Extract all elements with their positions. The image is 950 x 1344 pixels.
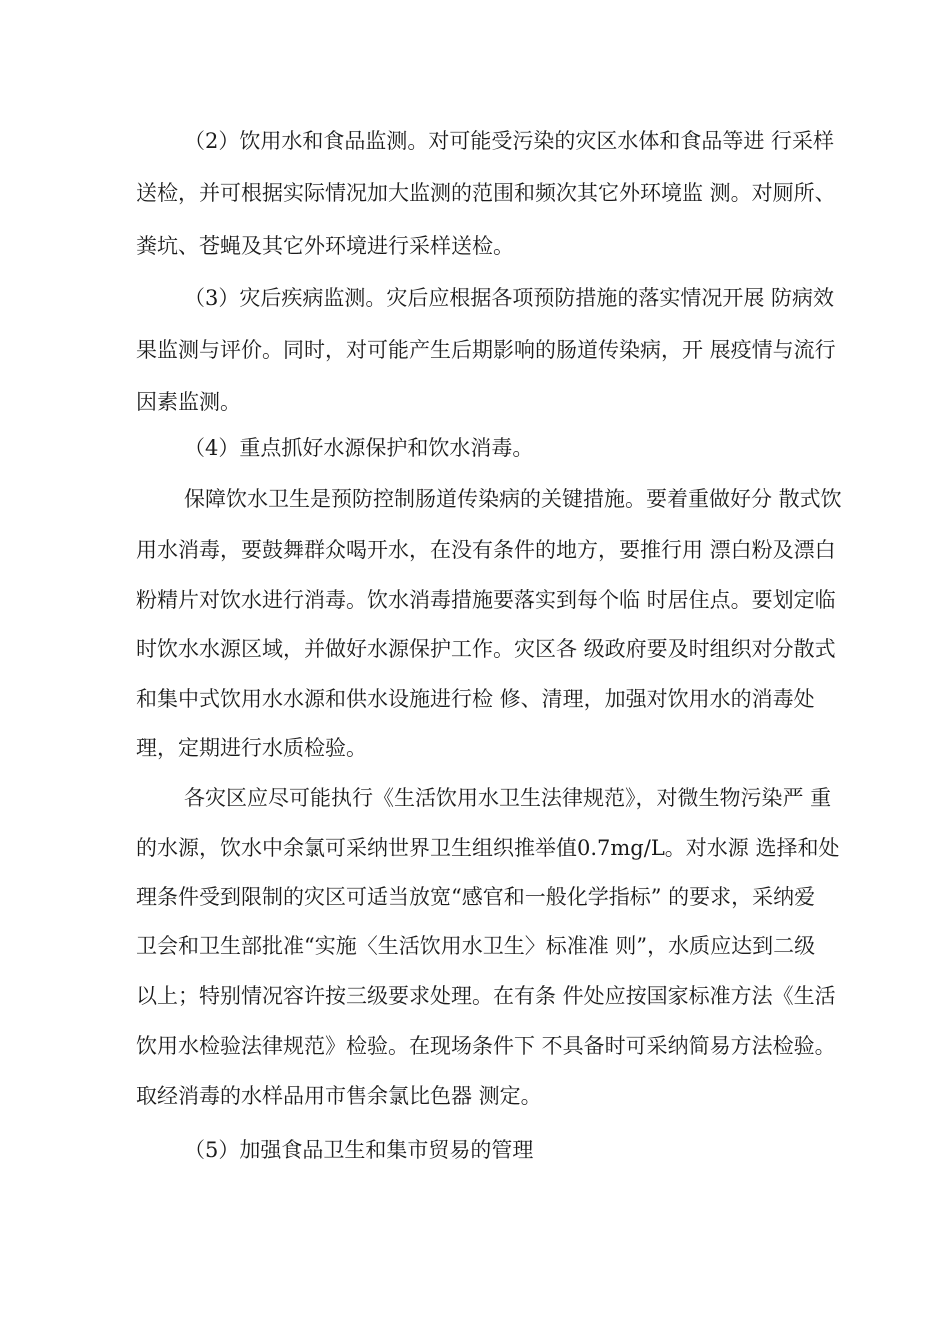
paragraph-5-line-2: 用水消毒，要鼓舞群众喝开水，在没有条件的地方，要推行用 漂白粉及漂白 [136, 538, 836, 562]
paragraph-5-line-4: 时饮水水源区域，并做好水源保护工作。灾区各 级政府要及时组织对分散式 [136, 637, 836, 661]
paragraph-6-line-1: 各灾区应尽可能执行《生活饮用水卫生法律规范》，对微生物污染严 重 [184, 786, 832, 810]
paragraph-6-line-2: 的水源，饮水中余氯可采纳世界卫生组织推举值0.7mg/L。对水源 选择和处 [136, 836, 840, 860]
paragraph-6-line-4: 卫会和卫生部批准“实施〈生活饮用水卫生〉标准准 则”，水质应达到二级 [136, 934, 816, 958]
paragraph-3-line-1: （3）灾后疾病监测。灾后应根据各项预防措施的落实情况开展 防病效 [184, 286, 835, 310]
paragraph-6-line-5: 以上；特别情况容许按三级要求处理。在有条 件处应按国家标准方法《生活 [136, 984, 836, 1008]
paragraph-6-line-7: 取经消毒的水样品用市售余氯比色器 测定。 [136, 1084, 542, 1108]
paragraph-7-line-1: （5）加强食品卫生和集市贸易的管理 [184, 1138, 534, 1162]
paragraph-5-line-5: 和集中式饮用水水源和供水设施进行检 修、清理，加强对饮用水的消毒处 [136, 687, 815, 711]
paragraph-5-line-3: 粉精片对饮水进行消毒。饮水消毒措施要落实到每个临 时居住点。要划定临 [136, 588, 836, 612]
paragraph-2-line-2: 送检，并可根据实际情况加大监测的范围和频次其它外环境监 测。对厕所、 [136, 181, 836, 205]
paragraph-5-line-1: 保障饮水卫生是预防控制肠道传染病的关键措施。要着重做好分 散式饮 [184, 487, 842, 511]
paragraph-2-line-3: 粪坑、苍蝇及其它外环境进行采样送检。 [136, 234, 514, 258]
paragraph-3-line-2: 果监测与评价。同时，对可能产生后期影响的肠道传染病，开 展疫情与流行 [136, 338, 836, 362]
paragraph-5-line-6: 理，定期进行水质检验。 [136, 736, 367, 760]
paragraph-6-line-3: 理条件受到限制的灾区可适当放宽“感官和一般化学指标” 的要求，采纳爱 [136, 885, 816, 909]
paragraph-4-line-1: （4）重点抓好水源保护和饮水消毒。 [184, 436, 534, 460]
paragraph-6-line-6: 饮用水检验法律规范》检验。在现场条件下 不具备时可采纳简易方法检验。 [136, 1034, 836, 1058]
paragraph-3-line-3: 因素监测。 [136, 390, 241, 414]
paragraph-2-line-1: （2）饮用水和食品监测。对可能受污染的灾区水体和食品等进 行采样 [184, 129, 835, 153]
